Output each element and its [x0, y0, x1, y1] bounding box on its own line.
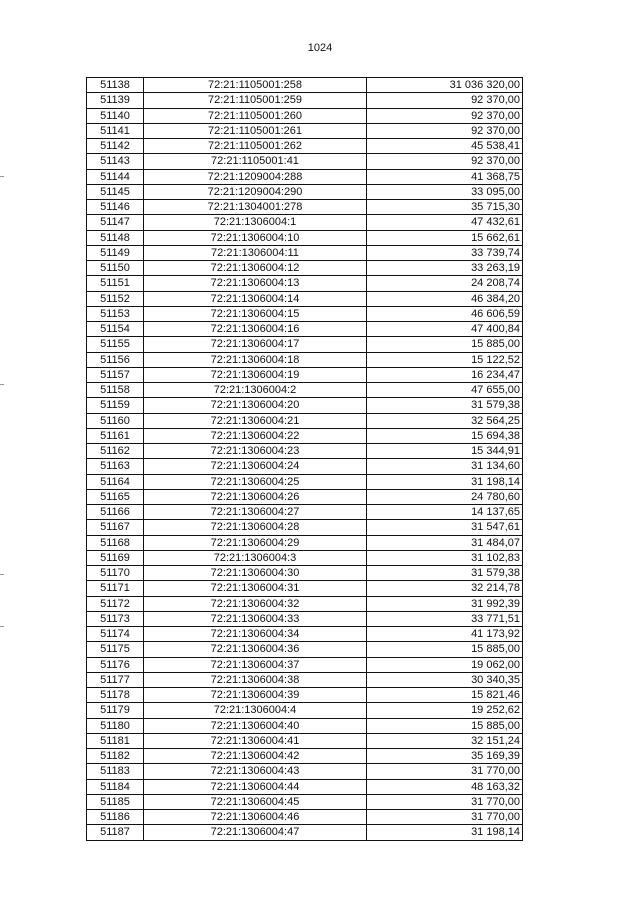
cadastral-value-cell: 31 547,61 [367, 520, 523, 535]
table-row [87, 489, 523, 504]
cadastral-value-cell: 15 821,46 [367, 688, 523, 703]
cadastral-value-cell: 32 214,78 [367, 581, 523, 596]
cadastral-number-cell: 72:21:1306004:38 [144, 672, 367, 687]
row-number-cell: 51181 [87, 733, 144, 748]
cadastral-value-cell: 41 368,75 [367, 169, 523, 184]
row-number-cell: 51146 [87, 200, 144, 215]
row-number-cell: 51175 [87, 642, 144, 657]
table-row [87, 672, 523, 687]
cadastral-value-cell: 30 340,35 [367, 672, 523, 687]
cadastral-number-cell: 72:21:1105001:260 [144, 108, 367, 123]
row-number-cell: 51158 [87, 383, 144, 398]
cadastral-value-cell: 46 606,59 [367, 306, 523, 321]
cadastral-value-cell: 35 715,30 [367, 200, 523, 215]
cadastral-number-cell: 72:21:1306004:25 [144, 474, 367, 489]
cadastral-value-cell: 46 384,20 [367, 291, 523, 306]
row-number-cell: 51174 [87, 627, 144, 642]
cadastral-value-cell: 92 370,00 [367, 123, 523, 138]
table-row [87, 261, 523, 276]
cadastral-value-cell: 19 252,62 [367, 703, 523, 718]
table-row [87, 154, 523, 169]
cadastral-number-cell: 72:21:1306004:16 [144, 322, 367, 337]
table-row [87, 169, 523, 184]
table-row [87, 139, 523, 154]
row-number-cell: 51165 [87, 489, 144, 504]
row-number-cell: 51168 [87, 535, 144, 550]
cadastral-value-cell: 31 198,14 [367, 825, 523, 840]
table-row [87, 794, 523, 809]
scan-edge-mark [0, 384, 4, 385]
table-row [87, 566, 523, 581]
cadastral-number-cell: 72:21:1306004:19 [144, 367, 367, 382]
cadastral-value-cell: 47 400,84 [367, 322, 523, 337]
cadastral-value-table [86, 77, 523, 841]
cadastral-number-cell: 72:21:1304001:278 [144, 200, 367, 215]
table-row [87, 413, 523, 428]
cadastral-value-cell: 35 169,39 [367, 749, 523, 764]
cadastral-value-cell: 31 770,00 [367, 810, 523, 825]
cadastral-value-cell: 31 102,83 [367, 550, 523, 565]
row-number-cell: 51141 [87, 123, 144, 138]
row-number-cell: 51139 [87, 93, 144, 108]
cadastral-number-cell: 72:21:1306004:44 [144, 779, 367, 794]
table-row [87, 444, 523, 459]
cadastral-number-cell: 72:21:1306004:45 [144, 794, 367, 809]
row-number-cell: 51138 [87, 78, 144, 93]
row-number-cell: 51145 [87, 184, 144, 199]
row-number-cell: 51152 [87, 291, 144, 306]
cadastral-value-cell: 31 198,14 [367, 474, 523, 489]
table-row [87, 215, 523, 230]
row-number-cell: 51157 [87, 367, 144, 382]
table-row [87, 550, 523, 565]
cadastral-number-cell: 72:21:1105001:258 [144, 78, 367, 93]
table-row [87, 200, 523, 215]
cadastral-number-cell: 72:21:1306004:1 [144, 215, 367, 230]
cadastral-value-cell: 15 694,38 [367, 428, 523, 443]
table-body [87, 78, 523, 841]
row-number-cell: 51155 [87, 337, 144, 352]
table-row [87, 779, 523, 794]
cadastral-value-cell: 92 370,00 [367, 108, 523, 123]
row-number-cell: 51148 [87, 230, 144, 245]
row-number-cell: 51185 [87, 794, 144, 809]
cadastral-value-cell: 32 564,25 [367, 413, 523, 428]
row-number-cell: 51166 [87, 505, 144, 520]
cadastral-number-cell: 72:21:1209004:288 [144, 169, 367, 184]
row-number-cell: 51186 [87, 810, 144, 825]
cadastral-number-cell: 72:21:1306004:21 [144, 413, 367, 428]
cadastral-number-cell: 72:21:1306004:43 [144, 764, 367, 779]
cadastral-number-cell: 72:21:1306004:42 [144, 749, 367, 764]
cadastral-number-cell: 72:21:1306004:31 [144, 581, 367, 596]
cadastral-value-cell: 47 432,61 [367, 215, 523, 230]
cadastral-value-cell: 31 579,38 [367, 398, 523, 413]
table-row [87, 245, 523, 260]
cadastral-value-cell: 15 344,91 [367, 444, 523, 459]
cadastral-value-cell: 31 579,38 [367, 566, 523, 581]
cadastral-value-cell: 41 173,92 [367, 627, 523, 642]
row-number-cell: 51154 [87, 322, 144, 337]
row-number-cell: 51171 [87, 581, 144, 596]
cadastral-value-cell: 33 739,74 [367, 245, 523, 260]
cadastral-value-cell: 31 484,07 [367, 535, 523, 550]
cadastral-value-cell: 47 655,00 [367, 383, 523, 398]
table-row [87, 520, 523, 535]
row-number-cell: 51144 [87, 169, 144, 184]
cadastral-value-cell: 24 208,74 [367, 276, 523, 291]
cadastral-value-cell: 45 538,41 [367, 139, 523, 154]
row-number-cell: 51177 [87, 672, 144, 687]
cadastral-number-cell: 72:21:1306004:4 [144, 703, 367, 718]
table-row [87, 322, 523, 337]
row-number-cell: 51167 [87, 520, 144, 535]
table-row [87, 367, 523, 382]
cadastral-number-cell: 72:21:1306004:11 [144, 245, 367, 260]
cadastral-value-cell: 32 151,24 [367, 733, 523, 748]
cadastral-value-cell: 31 134,60 [367, 459, 523, 474]
cadastral-value-cell: 24 780,60 [367, 489, 523, 504]
row-number-cell: 51184 [87, 779, 144, 794]
cadastral-value-cell: 15 885,00 [367, 642, 523, 657]
cadastral-value-cell: 14 137,65 [367, 505, 523, 520]
row-number-cell: 51147 [87, 215, 144, 230]
scan-edge-mark [0, 176, 4, 177]
cadastral-value-cell: 31 770,00 [367, 794, 523, 809]
table-row [87, 535, 523, 550]
cadastral-number-cell: 72:21:1306004:15 [144, 306, 367, 321]
page-number: 1024 [307, 42, 333, 54]
cadastral-number-cell: 72:21:1306004:40 [144, 718, 367, 733]
row-number-cell: 51180 [87, 718, 144, 733]
table-row [87, 230, 523, 245]
row-number-cell: 51173 [87, 611, 144, 626]
row-number-cell: 51176 [87, 657, 144, 672]
row-number-cell: 51170 [87, 566, 144, 581]
row-number-cell: 51149 [87, 245, 144, 260]
cadastral-number-cell: 72:21:1306004:20 [144, 398, 367, 413]
cadastral-value-cell: 19 062,00 [367, 657, 523, 672]
table-row [87, 398, 523, 413]
cadastral-number-cell: 72:21:1306004:23 [144, 444, 367, 459]
cadastral-number-cell: 72:21:1306004:29 [144, 535, 367, 550]
row-number-cell: 51151 [87, 276, 144, 291]
cadastral-number-cell: 72:21:1306004:22 [144, 428, 367, 443]
cadastral-value-cell: 15 122,52 [367, 352, 523, 367]
row-number-cell: 51187 [87, 825, 144, 840]
table-row [87, 749, 523, 764]
table-row [87, 291, 523, 306]
cadastral-number-cell: 72:21:1306004:27 [144, 505, 367, 520]
scan-edge-mark [0, 626, 4, 627]
table-row [87, 642, 523, 657]
cadastral-number-cell: 72:21:1306004:36 [144, 642, 367, 657]
cadastral-value-cell: 33 771,51 [367, 611, 523, 626]
row-number-cell: 51183 [87, 764, 144, 779]
table-row [87, 337, 523, 352]
cadastral-number-cell: 72:21:1306004:13 [144, 276, 367, 291]
row-number-cell: 51179 [87, 703, 144, 718]
cadastral-value-cell: 33 095,00 [367, 184, 523, 199]
table-row [87, 306, 523, 321]
cadastral-number-cell: 72:21:1306004:24 [144, 459, 367, 474]
cadastral-number-cell: 72:21:1306004:37 [144, 657, 367, 672]
cadastral-value-cell: 92 370,00 [367, 154, 523, 169]
table-row [87, 688, 523, 703]
cadastral-number-cell: 72:21:1306004:18 [144, 352, 367, 367]
cadastral-value-cell: 15 662,61 [367, 230, 523, 245]
cadastral-number-cell: 72:21:1306004:3 [144, 550, 367, 565]
cadastral-number-cell: 72:21:1306004:47 [144, 825, 367, 840]
row-number-cell: 51172 [87, 596, 144, 611]
row-number-cell: 51159 [87, 398, 144, 413]
table-row [87, 352, 523, 367]
table-row [87, 383, 523, 398]
table-row [87, 718, 523, 733]
cadastral-number-cell: 72:21:1306004:33 [144, 611, 367, 626]
cadastral-number-cell: 72:21:1306004:34 [144, 627, 367, 642]
table-row [87, 505, 523, 520]
cadastral-number-cell: 72:21:1105001:261 [144, 123, 367, 138]
cadastral-number-cell: 72:21:1306004:10 [144, 230, 367, 245]
cadastral-value-cell: 31 036 320,00 [367, 78, 523, 93]
row-number-cell: 51140 [87, 108, 144, 123]
table-row [87, 733, 523, 748]
table-row [87, 184, 523, 199]
table-row [87, 657, 523, 672]
row-number-cell: 51178 [87, 688, 144, 703]
row-number-cell: 51163 [87, 459, 144, 474]
row-number-cell: 51150 [87, 261, 144, 276]
cadastral-value-cell: 48 163,32 [367, 779, 523, 794]
row-number-cell: 51182 [87, 749, 144, 764]
row-number-cell: 51153 [87, 306, 144, 321]
table-row [87, 810, 523, 825]
row-number-cell: 51160 [87, 413, 144, 428]
cadastral-number-cell: 72:21:1306004:14 [144, 291, 367, 306]
table-row [87, 428, 523, 443]
row-number-cell: 51161 [87, 428, 144, 443]
cadastral-number-cell: 72:21:1105001:262 [144, 139, 367, 154]
row-number-cell: 51156 [87, 352, 144, 367]
row-number-cell: 51142 [87, 139, 144, 154]
table-row [87, 108, 523, 123]
row-number-cell: 51162 [87, 444, 144, 459]
cadastral-number-cell: 72:21:1306004:26 [144, 489, 367, 504]
table-row [87, 703, 523, 718]
cadastral-value-cell: 33 263,19 [367, 261, 523, 276]
cadastral-value-cell: 92 370,00 [367, 93, 523, 108]
table-row [87, 825, 523, 840]
cadastral-number-cell: 72:21:1306004:17 [144, 337, 367, 352]
cadastral-value-cell: 31 770,00 [367, 764, 523, 779]
table-row [87, 764, 523, 779]
cadastral-value-cell: 15 885,00 [367, 337, 523, 352]
cadastral-number-cell: 72:21:1306004:12 [144, 261, 367, 276]
cadastral-value-cell: 31 992,39 [367, 596, 523, 611]
cadastral-value-cell: 15 885,00 [367, 718, 523, 733]
table-row [87, 596, 523, 611]
cadastral-number-cell: 72:21:1306004:41 [144, 733, 367, 748]
cadastral-number-cell: 72:21:1306004:30 [144, 566, 367, 581]
cadastral-number-cell: 72:21:1306004:39 [144, 688, 367, 703]
table-row [87, 93, 523, 108]
cadastral-number-cell: 72:21:1306004:2 [144, 383, 367, 398]
row-number-cell: 51169 [87, 550, 144, 565]
row-number-cell: 51143 [87, 154, 144, 169]
table-row [87, 611, 523, 626]
table-row [87, 627, 523, 642]
table-row [87, 123, 523, 138]
cadastral-value-cell: 16 234,47 [367, 367, 523, 382]
table-row [87, 276, 523, 291]
cadastral-number-cell: 72:21:1209004:290 [144, 184, 367, 199]
cadastral-number-cell: 72:21:1306004:46 [144, 810, 367, 825]
cadastral-number-cell: 72:21:1105001:259 [144, 93, 367, 108]
scan-edge-mark [0, 574, 4, 575]
table-row [87, 474, 523, 489]
row-number-cell: 51164 [87, 474, 144, 489]
cadastral-number-cell: 72:21:1306004:28 [144, 520, 367, 535]
table-row [87, 581, 523, 596]
table-row [87, 78, 523, 93]
cadastral-number-cell: 72:21:1105001:41 [144, 154, 367, 169]
table-row [87, 459, 523, 474]
cadastral-number-cell: 72:21:1306004:32 [144, 596, 367, 611]
